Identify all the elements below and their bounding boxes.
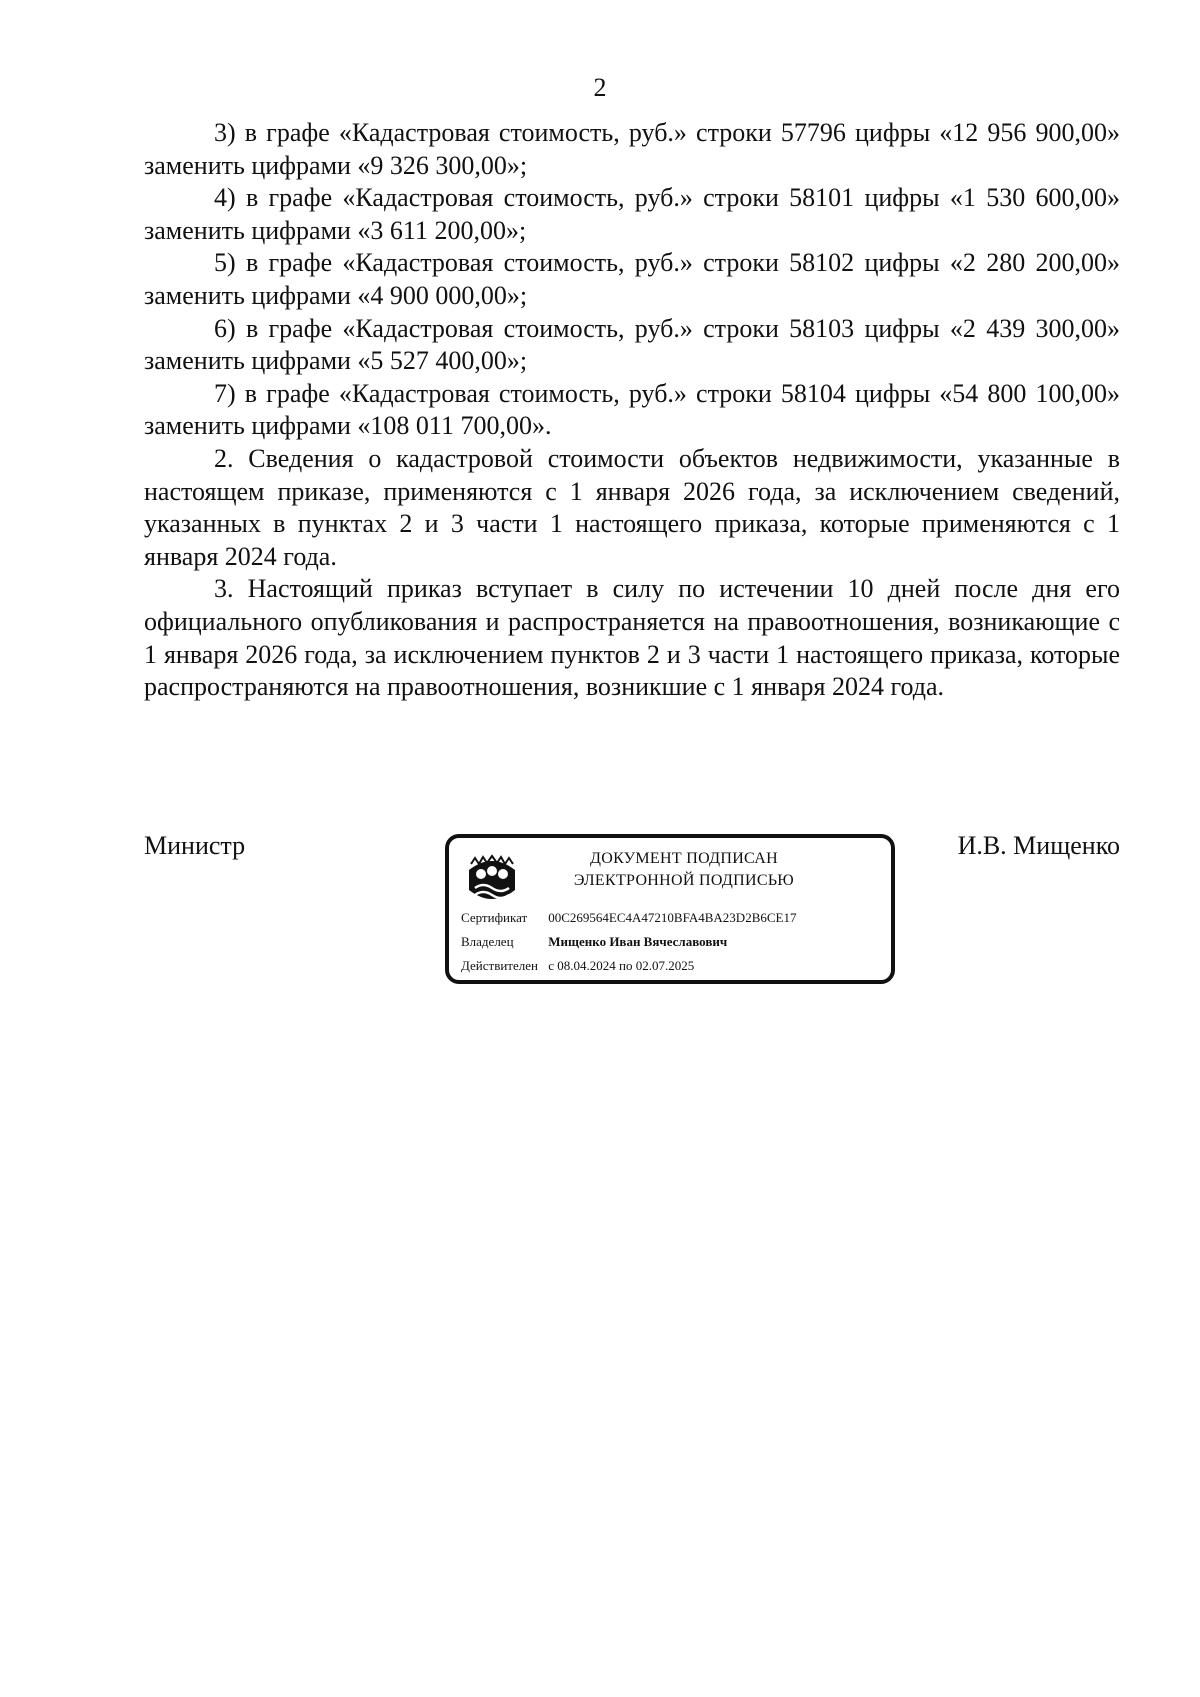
stamp-header-line1: ДОКУМЕНТ ПОДПИСАН [590, 850, 778, 867]
paragraph-item-5: 5) в графе «Кадастровая стоимость, руб.» строки 58102 цифры «2 280 200,00» заменить цифрами «4 900 000,00»; [144, 248, 1120, 310]
coat-of-arms-icon [461, 850, 523, 912]
certificate-label: Сертификат [461, 910, 528, 925]
valid-value: с 08.04.2024 по 02.07.2025 [548, 958, 695, 973]
paragraph-item-7: 7) в графе «Кадастровая стоимость, руб.» строки 58104 цифры «54 800 100,00» заменить цифрами «108 011 700,00». [144, 378, 1120, 441]
valid-label: Действителен [461, 958, 538, 973]
stamp-owner-row [461, 934, 727, 950]
paragraph-item-6: 6) в графе «Кадастровая стоимость, руб.» строки 58103 цифры «2 439 300,00» заменить цифрами «5 527 400,00»; [144, 313, 1120, 376]
signer-name: И.В. Мищенко [957, 831, 1120, 860]
paragraph-section-2: 2. Сведения о кадастровой стоимости объектов недвижимости, указанные в настоящем приказе, применяются с 1 января 2026 года, за исключением сведений, указанных в пунктах 2 и 3 части 1 настоящего приказа, которые применяются с 1 января 2024 года. [144, 443, 1120, 571]
page-number: 2 [593, 73, 607, 102]
paragraph-item-4: 4) в графе «Кадастровая стоимость, руб.» строки 58101 цифры «1 530 600,00» заменить цифрами «3 611 200,00»; [144, 183, 1120, 245]
stamp-header-line2: ЭЛЕКТРОННОЙ ПОДПИСЬЮ [573, 872, 795, 889]
signature-block [144, 830, 1120, 1000]
paragraph-item-3: 3) в графе «Кадастровая стоимость, руб.» строки 57796 цифры «12 956 900,00» заменить цифрами «9 326 300,00»; [144, 118, 1120, 180]
certificate-value: 00C269564EC4A47210BFA4BA23D2B6CE17 [548, 910, 797, 925]
stamp-header [539, 848, 829, 892]
stamp-valid-row [461, 958, 694, 974]
stamp-certificate-row [461, 910, 796, 926]
owner-value: Мищенко Иван Вячеславович [548, 934, 728, 949]
document-body [144, 117, 1120, 704]
paragraph-section-3: 3. Настоящий приказ вступает в силу по истечении 10 дней после дня его официального опубликования и распространяется на правоотношения, возникающие с 1 января 2026 года, за исключением пунктов 2 и 3 части 1 настоящего приказа, которые распространяются на правоотношения, возникшие с 1 января 2024 года. [144, 574, 1120, 702]
owner-label: Владелец [461, 934, 514, 949]
electronic-signature-stamp [445, 834, 895, 984]
signer-position: Министр [144, 831, 246, 860]
